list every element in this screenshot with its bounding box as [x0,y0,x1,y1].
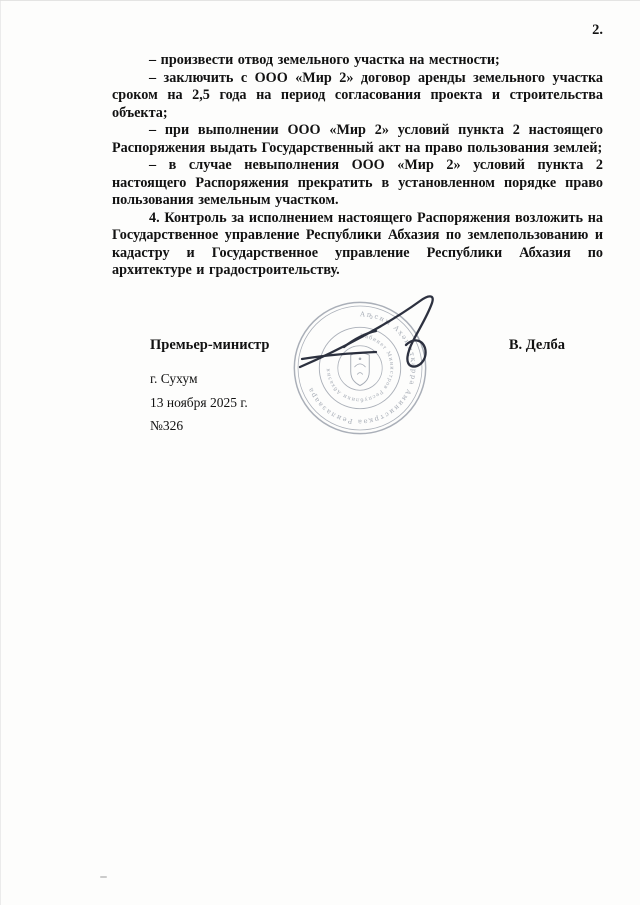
paragraph-termination: – в случае невыполнения ООО «Мир 2» условий пункта 2 настоящего Распоряжения прекратить в установленном порядке право пользования земельным участком. [112,157,603,208]
document-body [112,52,603,280]
handwritten-signature [292,289,452,395]
seal-outer-ring-text: Аҧсны Аҳәынҭқарра Аминистрқәа Реилазаара [305,310,418,426]
city-line: г. Сухум [150,371,198,386]
signature-cross-stroke [302,352,376,359]
paragraph-land-allotment: – произвести отвод земельного участка на местности; [149,52,500,68]
page-number: 2. [592,22,603,38]
scan-edge-artifact [0,0,1,905]
seal-inner-ring-text: Кабинет Министров Республики Абхазия [325,333,395,403]
paragraph-control: 4. Контроль за исполнением настоящего Распоряжения возложить на Государственное управление Республики Абхазия по землепользованию и кадастру и Государственное управление Республики Абхазия по архитектуре и градостроительству. [112,209,603,278]
signer-name: В. Делба [508,337,565,353]
paragraph-lease-agreement: – заключить с ООО «Мир 2» договор аренды земельного участка сроком на 2,5 года на период согласования проекта и строительства объекта; [112,69,603,121]
scan-artifact [100,876,107,878]
document-footer [150,367,248,438]
date-line: 13 ноября 2025 г. [150,394,248,410]
paragraph-state-act: – при выполнении ООО «Мир 2» условий пункта 2 настоящего Распоряжения выдать Государственный акт на право пользования землей; [112,122,603,156]
signer-title: Премьер-министр [150,337,270,353]
number-line: №326 [150,418,184,433]
signature-scrawl-icon [292,289,452,395]
scan-edge-artifact [0,0,640,1]
